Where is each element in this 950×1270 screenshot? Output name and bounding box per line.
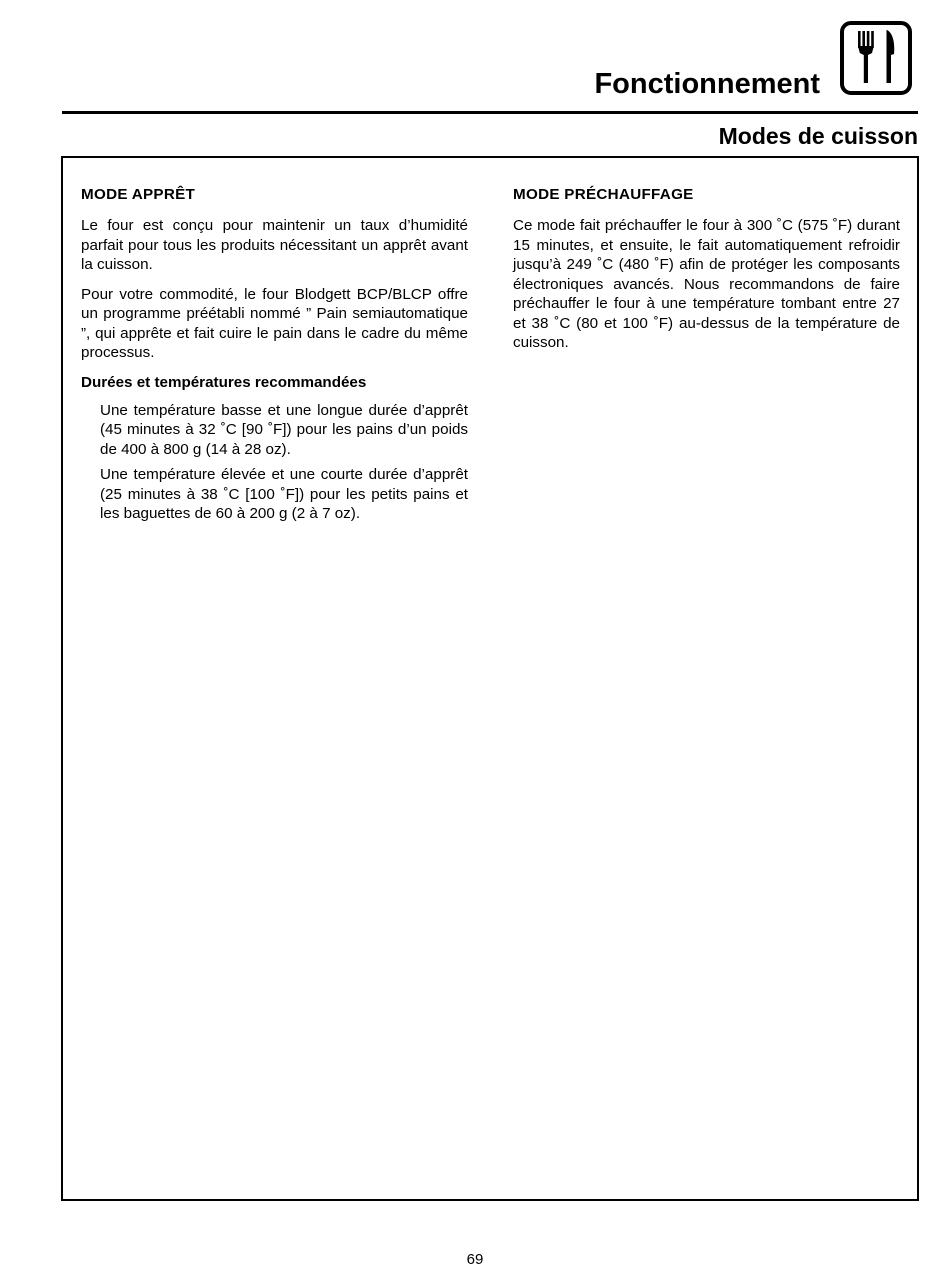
list-item: Une température basse et une longue durée d’apprêt (45 minutes à 32 ˚C [90 ˚F]) pour les pains d’un poids de 400 à 800 g (14 à 28 oz). (100, 401, 468, 458)
header-rule (62, 111, 918, 114)
page-number: 69 (466, 1251, 484, 1268)
mode-prechauffage-heading: MODE PRÉCHAUFFAGE (513, 186, 694, 203)
paragraph: Ce mode fait préchauffer le four à 300 ˚C (575 ˚F) durant 15 minutes, et ensuite, le fait automatiquement refroidir jusqu’à 249 ˚C (480 ˚F) afin de protéger les composants électroniques avancés. Nous recommandons de faire préchauffer le four à une température tombant entre 27 et 38 ˚C (80 et 100 ˚F) au-dessus de la température de cuisson. (513, 217, 900, 351)
section-title: Modes de cuisson (718, 123, 918, 149)
right-column (513, 185, 900, 363)
left-column (81, 185, 468, 530)
mode-appret-heading: MODE APPRÊT (81, 186, 196, 203)
paragraph: Pour votre commodité, le four Blodgett BCP/BLCP offre un programme préétabli nommé ” Pain semiautomatique ”, qui apprête et fait cuire le pain dans le cadre du même processus. (81, 285, 468, 361)
list-item: Une température élevée et une courte durée d’apprêt (25 minutes à 38 ˚C [100 ˚F]) pour les petits pains et les baguettes de 60 à 200 g (2 à 7 oz). (100, 466, 468, 522)
durations-subheading: Durées et températures recommandées (81, 373, 367, 391)
fork-knife-icon (840, 21, 912, 95)
chapter-title: Fonctionnement (594, 68, 820, 100)
paragraph: Le four est conçu pour maintenir un taux d’humidité parfait pour tous les produits nécessitant un apprêt avant la cuisson. (81, 217, 468, 273)
